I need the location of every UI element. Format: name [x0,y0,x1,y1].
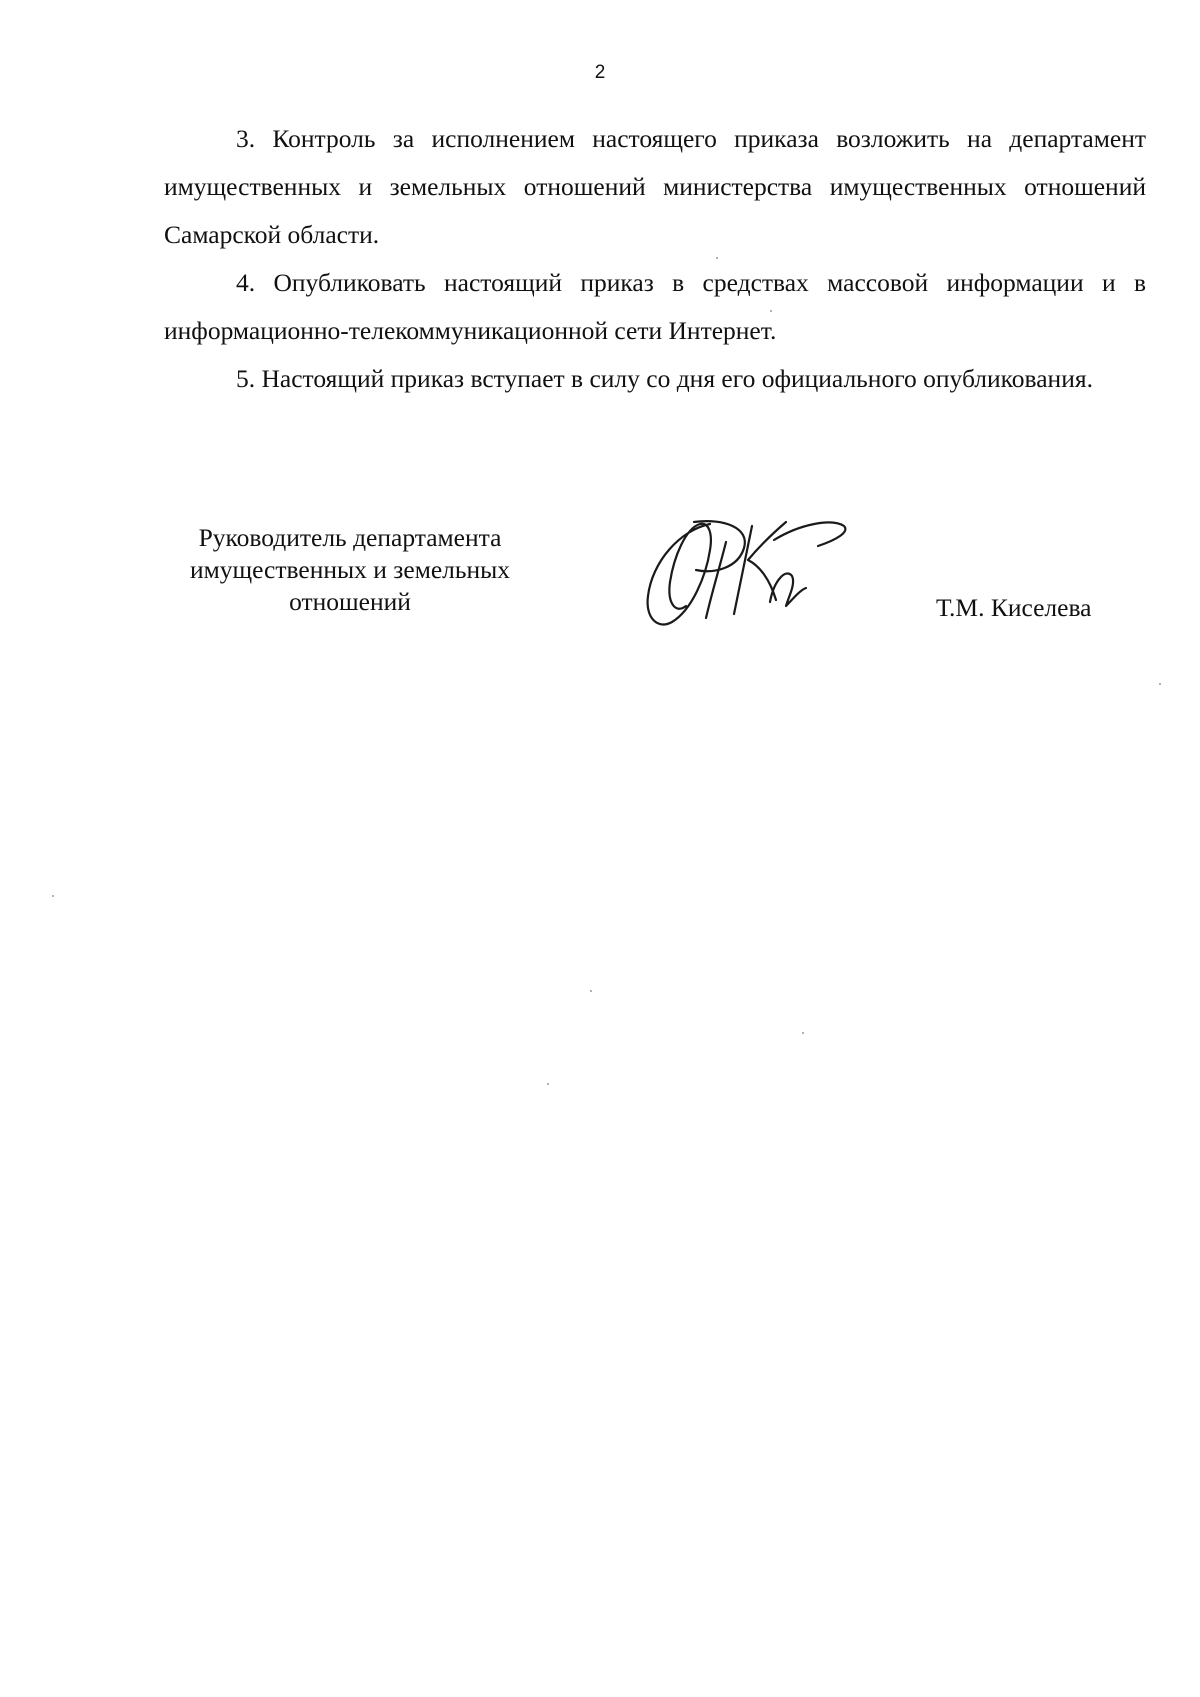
signer-position-line: Руководитель департамента [198,523,502,552]
scan-speck [802,1032,804,1034]
paragraph-4-publish: 4. Опубликовать настоящий приказ в средствах массовой информации и в информационно-телекоммуникационной сети Интернет. [164,268,1146,345]
scan-speck [770,310,772,312]
handwritten-signature-icon [640,510,850,635]
scan-speck [547,1083,549,1085]
page-number: 2 [594,62,606,83]
document-body [164,115,1146,403]
signer-position-line: отношений [289,587,411,616]
signature-block [0,522,1200,642]
scan-speck [716,257,718,259]
paragraph-3-control: 3. Контроль за исполнением настоящего приказа возложить на департамент имущественных и земельных отношений министерства имущественных отношений Самарской области. [164,124,1146,249]
paragraph-5-effective: 5. Настоящий приказ вступает в силу со дня его официального опубликования. [236,364,1093,393]
signer-name: Т.М. Киселева [936,593,1092,622]
signer-position-title [160,522,540,618]
signer-position-line: имущественных и земельных [189,555,511,584]
scan-speck [52,895,54,897]
scan-speck [590,990,592,992]
scan-speck [1159,683,1161,685]
